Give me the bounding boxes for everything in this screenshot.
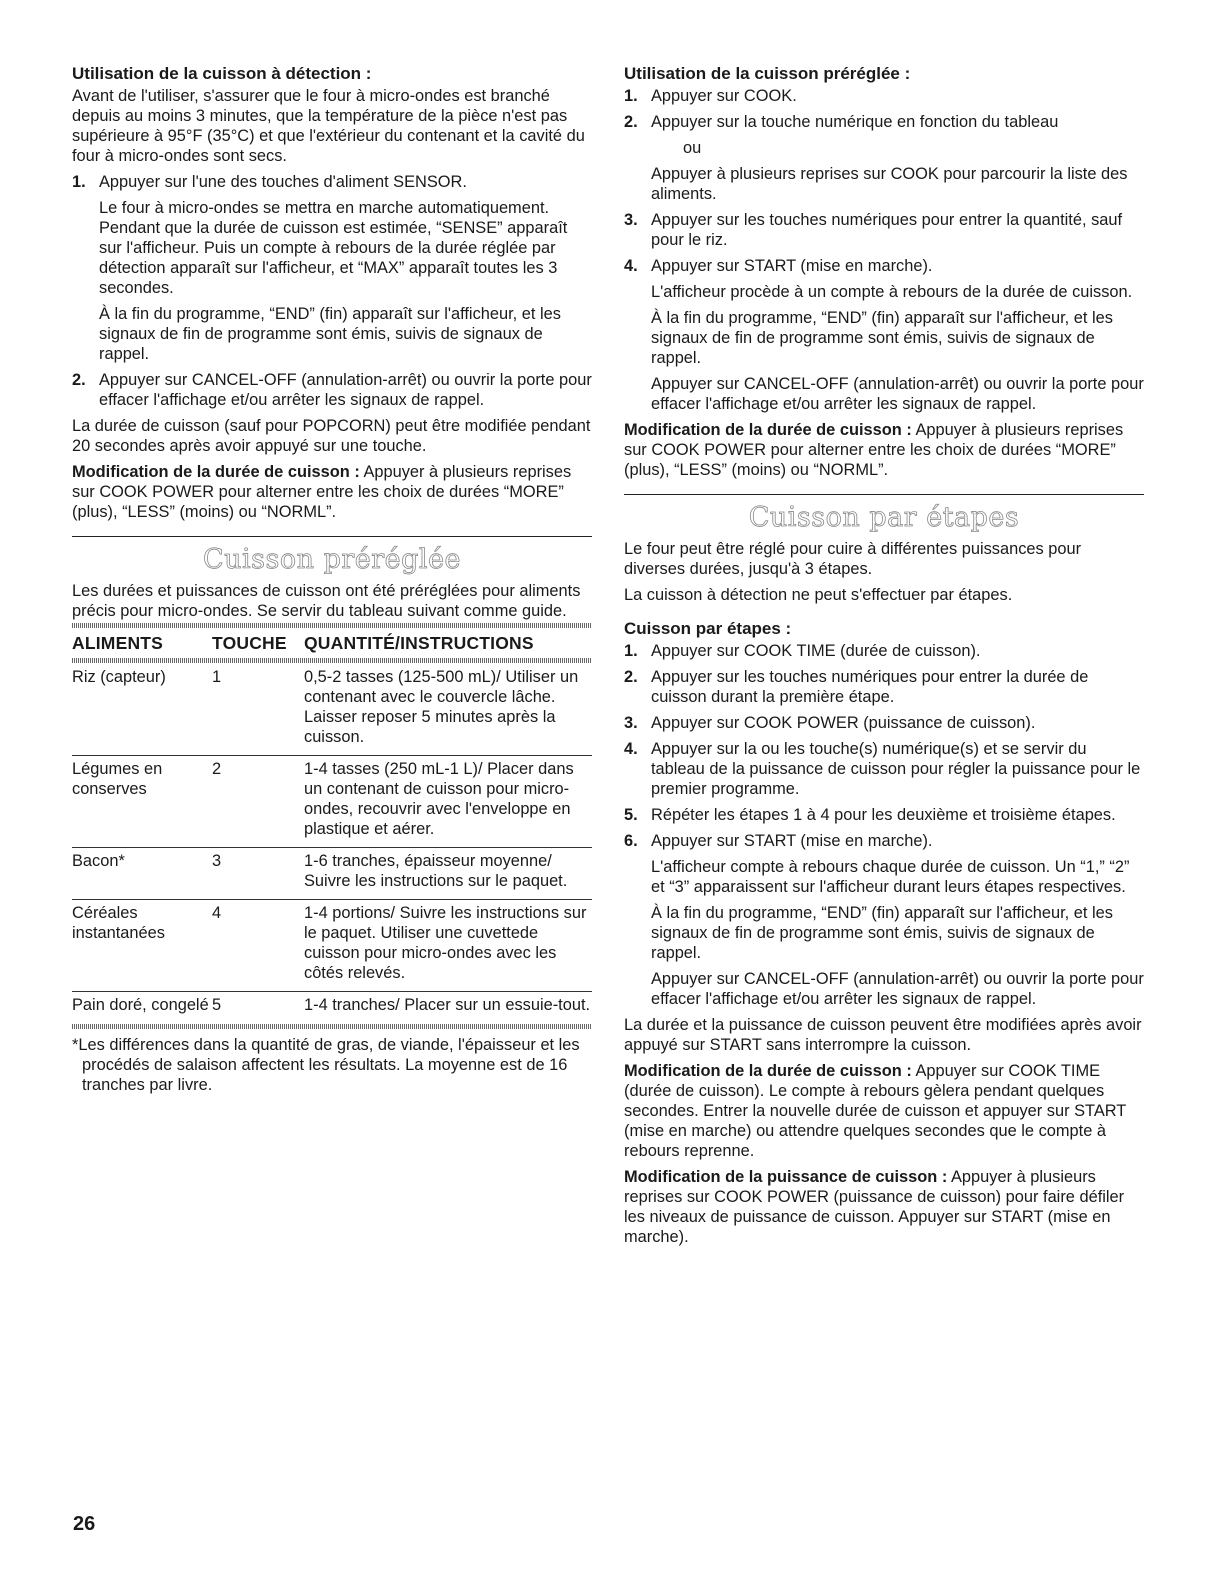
stages-steps xyxy=(624,641,1144,1009)
stages-step xyxy=(624,805,1144,825)
preset-modification xyxy=(624,420,1144,480)
sensor-intro: Avant de l'utiliser, s'assurer que le four à micro-ondes est branché depuis au moins 3 minutes, que la température de la pièce n'est pas supérieure à 95°F (35°C) et que l'extérieur du contenant et la cavité du four à micro-ondes sont secs. xyxy=(72,87,585,165)
food-cell: Riz (capteur) xyxy=(72,664,212,756)
step-number: 6. xyxy=(624,832,638,850)
step-number: 1. xyxy=(624,642,638,660)
step-number: 1. xyxy=(72,173,86,191)
food-cell: Pain doré, congelé xyxy=(72,996,209,1014)
step-number: 5. xyxy=(624,806,638,824)
stages-intro: Le four peut être réglé pour cuire à différentes puissances pour diverses durées, jusqu'à 3 étapes. xyxy=(624,540,1082,578)
preset-step xyxy=(624,86,1144,106)
step-text: Appuyer sur COOK POWER (puissance de cuisson). xyxy=(651,714,1036,732)
modification-text: Appuyer sur COOK TIME (durée de cuisson). Le compte à rebours gèlera pendant quelques secondes. Entrer la nouvelle durée de cuisson et appuyer sur START (mise en marche) ou attendre quelques secondes que le compte à rebours reprenne. xyxy=(624,1062,1127,1160)
header-key: TOUCHE xyxy=(212,633,287,653)
right-column xyxy=(624,64,1144,1253)
step-alternative: Appuyer à plusieurs reprises sur COOK pour parcourir la liste des aliments. xyxy=(651,165,1128,203)
food-cell: Céréales instantanées xyxy=(72,900,212,992)
modification-text: Appuyer à plusieurs reprises sur COOK POWER pour alterner entre les choix de durées “MORE” (plus), “LESS” (moins) ou “NORML”. xyxy=(72,463,572,521)
instructions-cell: 0,5-2 tasses (125-500 mL)/ Utiliser un contenant avec le couvercle lâche. Laisser reposer 5 minutes après la cuisson. xyxy=(304,664,592,756)
step-detail: L'afficheur compte à rebours chaque durée de cuisson. Un “1,” “2” et “3” apparaissent sur l'afficheur durant leurs étapes respectives. xyxy=(651,858,1130,896)
table-row xyxy=(72,900,592,992)
key-cell: 4 xyxy=(212,900,304,992)
key-cell: 2 xyxy=(212,756,304,848)
modification-label: Modification de la durée de cuisson : xyxy=(72,463,360,481)
stages-step xyxy=(624,713,1144,733)
step-detail: À la fin du programme, “END” (fin) apparaît sur l'afficheur, et les signaux de fin de programme sont émis, suivis de signaux de rappel. xyxy=(651,309,1113,367)
sensor-note: La durée de cuisson (sauf pour POPCORN) peut être modifiée pendant 20 secondes après avoir appuyé sur une touche. xyxy=(72,417,591,455)
table-row xyxy=(72,756,592,848)
header-instructions: QUANTITÉ/INSTRUCTIONS xyxy=(304,633,534,653)
stages-step xyxy=(624,641,1144,661)
step-text: Appuyer sur START (mise en marche). xyxy=(651,832,933,850)
food-cell: Légumes en conserves xyxy=(72,756,212,848)
stages-step xyxy=(624,667,1144,707)
table-top-border xyxy=(72,623,592,628)
section-divider xyxy=(72,536,592,537)
instructions-cell: 1-6 tranches, épaisseur moyenne/ Suivre les instructions sur le paquet. xyxy=(304,848,592,900)
step-text: Appuyer sur COOK TIME (durée de cuisson). xyxy=(651,642,981,660)
modification-text: Appuyer à plusieurs reprises sur COOK POWER (puissance de cuisson) pour faire défiler les niveaux de puissance de cuisson. Appuyer sur START (mise en marche). xyxy=(624,1168,1125,1246)
table-row xyxy=(72,992,592,1024)
sensor-steps xyxy=(72,172,592,410)
step-text: Appuyer sur la ou les touche(s) numérique(s) et se servir du tableau de la puissance de cuisson pour régler la puissance pour le premier programme. xyxy=(651,740,1141,798)
step-text: Appuyer sur l'une des touches d'aliment SENSOR. xyxy=(99,173,467,191)
sensor-step xyxy=(72,370,592,410)
step-text: Appuyer sur les touches numériques pour entrer la durée de cuisson durant la première étape. xyxy=(651,668,1089,706)
step-text: Appuyer sur les touches numériques pour entrer la quantité, sauf pour le riz. xyxy=(651,211,1123,249)
stages-step xyxy=(624,831,1144,1009)
modification-label: Modification de la durée de cuisson : xyxy=(624,421,912,439)
step-or: ou xyxy=(683,139,702,157)
step-number: 1. xyxy=(624,87,638,105)
preset-step xyxy=(624,256,1144,414)
page-number: 26 xyxy=(73,1513,96,1535)
table-footnote: *Les différences dans la quantité de gras, de viande, l'épaisseur et les procédés de salaison affectent les résultats. La moyenne est de 16 tranches par livre. xyxy=(72,1036,580,1094)
sensor-modification xyxy=(72,462,592,522)
key-cell: 1 xyxy=(212,664,304,756)
key-cell: 5 xyxy=(212,996,222,1014)
step-number: 2. xyxy=(624,668,638,686)
sensor-step xyxy=(72,172,592,364)
table-row xyxy=(72,848,592,900)
stages-step xyxy=(624,739,1144,799)
step-number: 4. xyxy=(624,257,638,275)
section-divider xyxy=(624,494,1144,495)
preset-table xyxy=(72,629,592,1023)
stages-modification-time xyxy=(624,1061,1144,1161)
modification-label: Modification de la puissance de cuisson : xyxy=(624,1168,948,1186)
key-cell: 3 xyxy=(212,848,304,900)
step-detail: Le four à micro-ondes se mettra en marche automatiquement. Pendant que la durée de cuisson est estimée, “SENSE” apparaît sur l'afficheur. Puis un compte à rebours de la durée réglée par détection apparaît sur l'afficheur, et “MAX” apparaît toutes les 3 secondes. xyxy=(99,199,568,297)
stages-section-title: Cuisson par étapes xyxy=(748,502,1020,533)
step-number: 2. xyxy=(72,371,86,389)
preset-intro: Les durées et puissances de cuisson ont été préréglées pour aliments précis pour micro-ondes. Se servir du tableau suivant comme guide. xyxy=(72,582,581,620)
step-text: Appuyer sur CANCEL-OFF (annulation-arrêt) ou ouvrir la porte pour effacer l'affichage et/ou arrêter les signaux de rappel. xyxy=(99,371,592,409)
step-detail: Appuyer sur CANCEL-OFF (annulation-arrêt) ou ouvrir la porte pour effacer l'affichage et/ou arrêter les signaux de rappel. xyxy=(651,970,1144,1008)
preset-use-heading: Utilisation de la cuisson préréglée : xyxy=(624,64,911,83)
step-number: 4. xyxy=(624,740,638,758)
step-text: Appuyer sur la touche numérique en fonction du tableau xyxy=(651,113,1059,131)
food-cell: Bacon* xyxy=(72,848,212,900)
table-header-border xyxy=(72,658,592,663)
step-text: Répéter les étapes 1 à 4 pour les deuxième et troisième étapes. xyxy=(651,806,1116,824)
stages-intro: La cuisson à détection ne peut s'effectuer par étapes. xyxy=(624,586,1013,604)
stages-modification-power xyxy=(624,1167,1144,1247)
step-detail: L'afficheur procède à un compte à rebours de la durée de cuisson. xyxy=(651,283,1133,301)
step-text: Appuyer sur COOK. xyxy=(651,87,797,105)
step-number: 2. xyxy=(624,113,638,131)
table-bottom-border xyxy=(72,1024,592,1029)
modification-text: Appuyer à plusieurs reprises sur COOK POWER pour alterner entre les choix de durées “MORE” (plus), “LESS” (moins) ou “NORML”. xyxy=(624,421,1124,479)
step-number: 3. xyxy=(624,211,638,229)
step-text: Appuyer sur START (mise en marche). xyxy=(651,257,933,275)
sensor-heading: Utilisation de la cuisson à détection : xyxy=(72,64,372,83)
table-row xyxy=(72,664,592,756)
left-column xyxy=(72,64,592,1101)
preset-steps xyxy=(624,86,1144,414)
preset-section-title: Cuisson préréglée xyxy=(202,544,462,575)
step-detail: À la fin du programme, “END” (fin) apparaît sur l'afficheur, et les signaux de fin de programme sont émis, suivis de signaux de rappel. xyxy=(99,305,561,363)
table-header-row xyxy=(72,629,592,657)
stages-heading: Cuisson par étapes : xyxy=(624,619,792,638)
preset-step xyxy=(624,112,1144,204)
instructions-cell: 1-4 tasses (250 mL-1 L)/ Placer dans un contenant de cuisson pour micro-ondes, recouvrir avec l'enveloppe en plastique et aérer. xyxy=(304,756,592,848)
modification-label: Modification de la durée de cuisson : xyxy=(624,1062,912,1080)
preset-step xyxy=(624,210,1144,250)
instructions-cell: 1-4 portions/ Suivre les instructions sur le paquet. Utiliser une cuvettede cuisson pour micro-ondes avec les côtés relevés. xyxy=(304,900,592,992)
step-number: 3. xyxy=(624,714,638,732)
step-detail: Appuyer sur CANCEL-OFF (annulation-arrêt) ou ouvrir la porte pour effacer l'affichage et/ou arrêter les signaux de rappel. xyxy=(651,375,1144,413)
stages-note: La durée et la puissance de cuisson peuvent être modifiées après avoir appuyé sur START sans interrompre la cuisson. xyxy=(624,1016,1142,1054)
step-detail: À la fin du programme, “END” (fin) apparaît sur l'afficheur, et les signaux de fin de programme sont émis, suivis de signaux de rappel. xyxy=(651,904,1113,962)
header-food: ALIMENTS xyxy=(72,633,164,653)
instructions-cell: 1-4 tranches/ Placer sur un essuie-tout. xyxy=(304,996,591,1014)
